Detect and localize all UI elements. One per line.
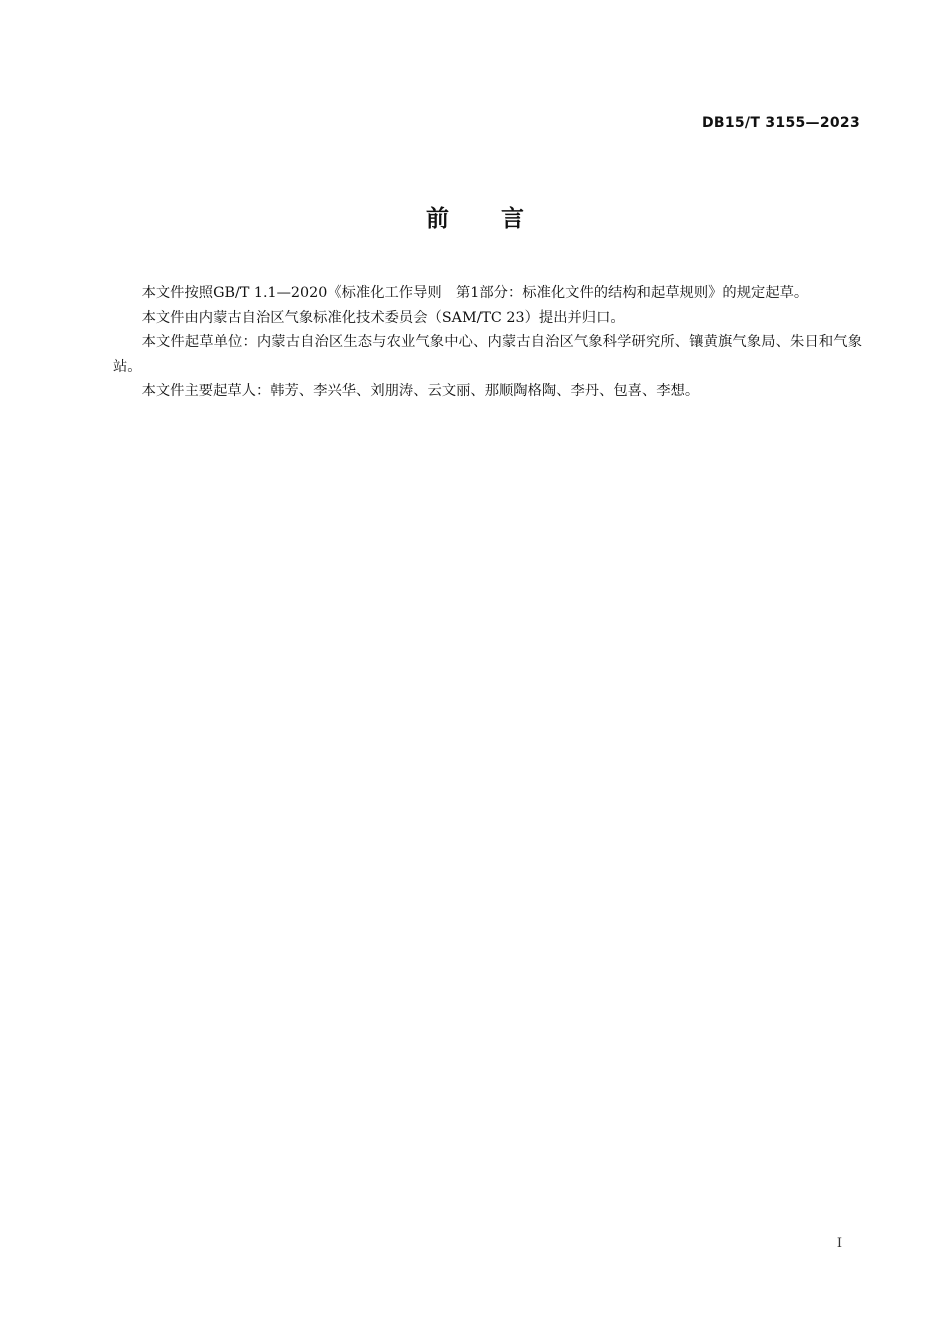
- paragraph-drafting-units: 本文件起草单位：内蒙古自治区生态与农业气象中心、内蒙古自治区气象科学研究所、镶黄旗气象局、朱日和气象站。: [113, 334, 862, 375]
- page-number: I: [836, 1236, 842, 1251]
- foreword-body: [113, 281, 862, 404]
- paragraph-proposer: 本文件由内蒙古自治区气象标准化技术委员会（SAM/TC 23）提出并归口。: [141, 309, 625, 326]
- document-code: DB15/T 3155—2023: [701, 115, 860, 131]
- paragraph-drafters: 本文件主要起草人：韩芳、李兴华、刘朋涛、云文丽、那顺陶格陶、李丹、包喜、李想。: [141, 383, 700, 399]
- paragraph-drafting-rules: 本文件按照GB/T 1.1—2020《标准化工作导则 第1部分：标准化文件的结构和起草规则》的规定起草。: [141, 285, 809, 301]
- page-title: 前言: [426, 206, 576, 232]
